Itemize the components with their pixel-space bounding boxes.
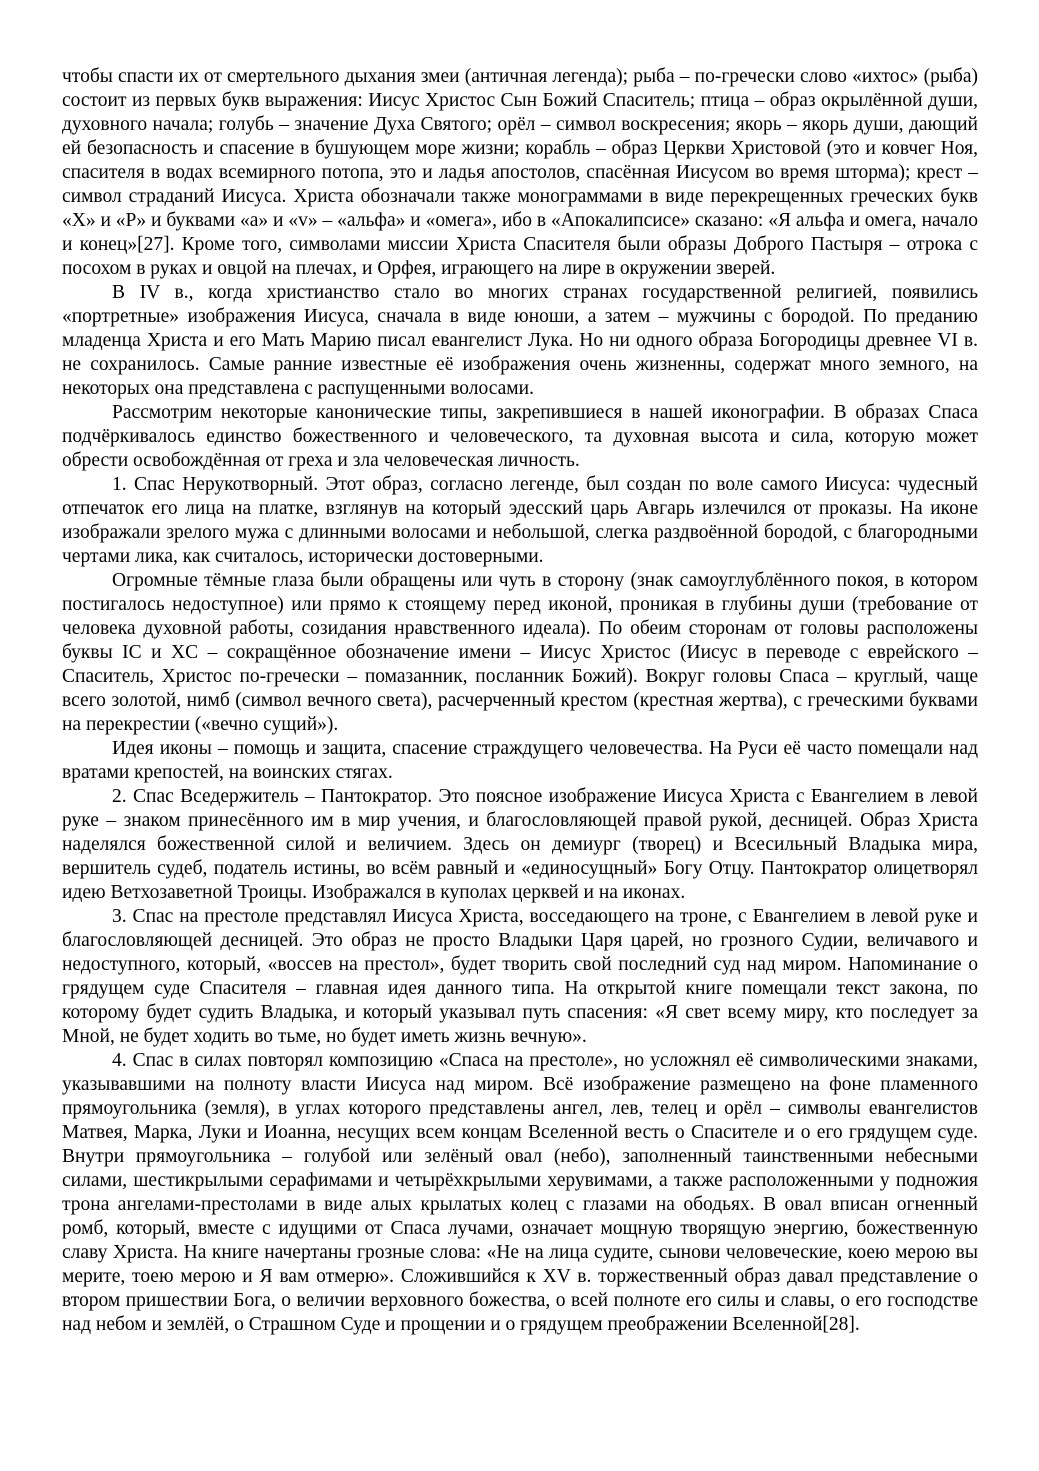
- paragraph-eyes-description: Огромные тёмные глаза были обращены или чуть в сторону (знак самоуглублённого покоя, в котором постигалось недоступное) или прямо к стоящему перед иконой, проникая в глубины души (требование от человека духовной работы, созидания нравственного идеала). По обеим сторонам от головы расположены буквы IC и XC – сокращённое обозначение имени – Иисус Христос (Иисус в переводе с еврейского – Спаситель, Христос по-гречески – помазанник, посланник Божий). Вокруг головы Спаса – круглый, чаще всего золотой, нимб (символ вечного света), расчерченный крестом (крестная жертва), с греческими буквами на перекрестии («вечно сущий»).: [62, 570, 978, 735]
- paragraph-continuation: чтобы спасти их от смертельного дыхания змеи (античная легенда); рыба – по-гречески слово «ихтос» (рыба) состоит из первых букв выражения: Иисус Христос Сын Божий Спаситель; птица – образ окрылённой души, духовного начала; голубь – значение Духа Святого; орёл – символ воскресения; якорь – якорь души, дающий ей безопасность и спасение в бушующем море жизни; корабль – образ Церкви Христовой (это и ковчег Ноя, спасителя в водах всемирного потопа, это и ладья апостолов, спасённая Иисусом во время шторма); крест – символ страданий Иисуса. Христа обозначали также монограммами в виде перекрещенных греческих букв «X» и «P» и буквами «а» и «v» – «альфа» и «омега», ибо в «Апокалипсисе» сказано: «Я альфа и омега, начало и конец»[27]. Кроме того, символами миссии Христа Спасителя были образы Доброго Пастыря – отрока с посохом в руках и овцой на плечах, и Орфея, играющего на лире в окружении зверей.: [62, 66, 978, 279]
- paragraph-icon-idea: Идея иконы – помощь и защита, спасение страждущего человечества. На Руси её часто помещали над вратами крепостей, на воинских стягах.: [62, 738, 978, 783]
- paragraph-spas-v-silah: 4. Спас в силах повторял композицию «Спаса на престоле», но усложнял её символическими знаками, указывавшими на полноту власти Иисуса над миром. Всё изображение размещено на фоне пламенного прямоугольника (земля), в углах которого представлены ангел, лев, телец и орёл – символы евангелистов Матвея, Марка, Луки и Иоанна, несущих всем концам Вселенной весть о Спасителе и о его грядущем суде. Внутри прямоугольника – голубой или зелёный овал (небо), заполненный таинственными небесными силами, шестикрылыми серафимами и четырёхкрылыми херувимами, а также расположенными у подножия трона ангелами-престолами в виде алых крылатых колец с глазами на ободьях. В овал вписан огненный ромб, который, вместе с идущими от Спаса лучами, означает мощную творящую энергию, божественную славу Христа. На книге начертаны грозные слова: «Не на лица судите, сынови человеческие, коею мерою вы мерите, тоею мерою и Я вам отмерю». Сложившийся к XV в. торжественный образ давал представление о втором пришествии Бога, о величии верховного божества, о всей полноте его силы и славы, о его господстве над небом и землёй, о Страшном Суде и прощении и о грядущем преображении Вселенной[28].: [62, 1050, 978, 1335]
- paragraph-pantokrator: 2. Спас Вседержитель – Пантократор. Это поясное изображение Иисуса Христа с Евангелием в левой руке – знаком принесённого им в мир учения, и благословляющей правой рукой, десницей. Образ Христа наделялся божественной силой и величием. Здесь он демиург (творец) и Всесильный Владыка мира, вершитель судеб, податель истины, во всём равный и «единосущный» Богу Отцу. Пантократор олицетворял идею Ветхозаветной Троицы. Изображался в куполах церквей и на иконах.: [62, 786, 978, 903]
- document-page: [62, 65, 978, 1337]
- paragraph-canonical-types: Рассмотрим некоторые канонические типы, закрепившиеся в нашей иконографии. В образах Спаса подчёркивалось единство божественного и человеческого, та духовная высота и сила, которую может обрести освобождённая от греха и зла человеческая личность.: [62, 402, 978, 471]
- paragraph-spas-nerukotvorny: 1. Спас Нерукотворный. Этот образ, согласно легенде, был создан по воле самого Иисуса: чудесный отпечаток его лица на платке, взглянув на который эдесский царь Авгарь излечился от проказы. На иконе изображали зрелого мужа с длинными волосами и небольшой, слегка раздвоённой бородой, с благородными чертами лика, как считалось, исторически достоверными.: [62, 474, 978, 567]
- paragraph-portrait-images: В IV в., когда христианство стало во многих странах государственной религией, появились «портретные» изображения Иисуса, сначала в виде юноши, а затем – мужчины с бородой. По преданию младенца Христа и его Мать Марию писал евангелист Лука. Но ни одного образа Богородицы древнее VI в. не сохранилось. Самые ранние известные её изображения очень жизненны, содержат много земного, на некоторых она представлена с распущенными волосами.: [62, 282, 978, 399]
- paragraph-spas-na-prestole: 3. Спас на престоле представлял Иисуса Христа, восседающего на троне, с Евангелием в левой руке и благословляющей десницей. Это образ не просто Владыки Царя царей, но грозного Судии, величавого и недоступного, который, «воссев на престол», будет творить свой последний суд над миром. Напоминание о грядущем суде Спасителя – главная идея данного типа. На открытой книге помещали текст закона, по которому будет судить Владыка, и который указывал путь спасения: «Я свет всему миру, кто последует за Мной, не будет ходить во тьме, но будет иметь жизнь вечную».: [62, 906, 978, 1047]
